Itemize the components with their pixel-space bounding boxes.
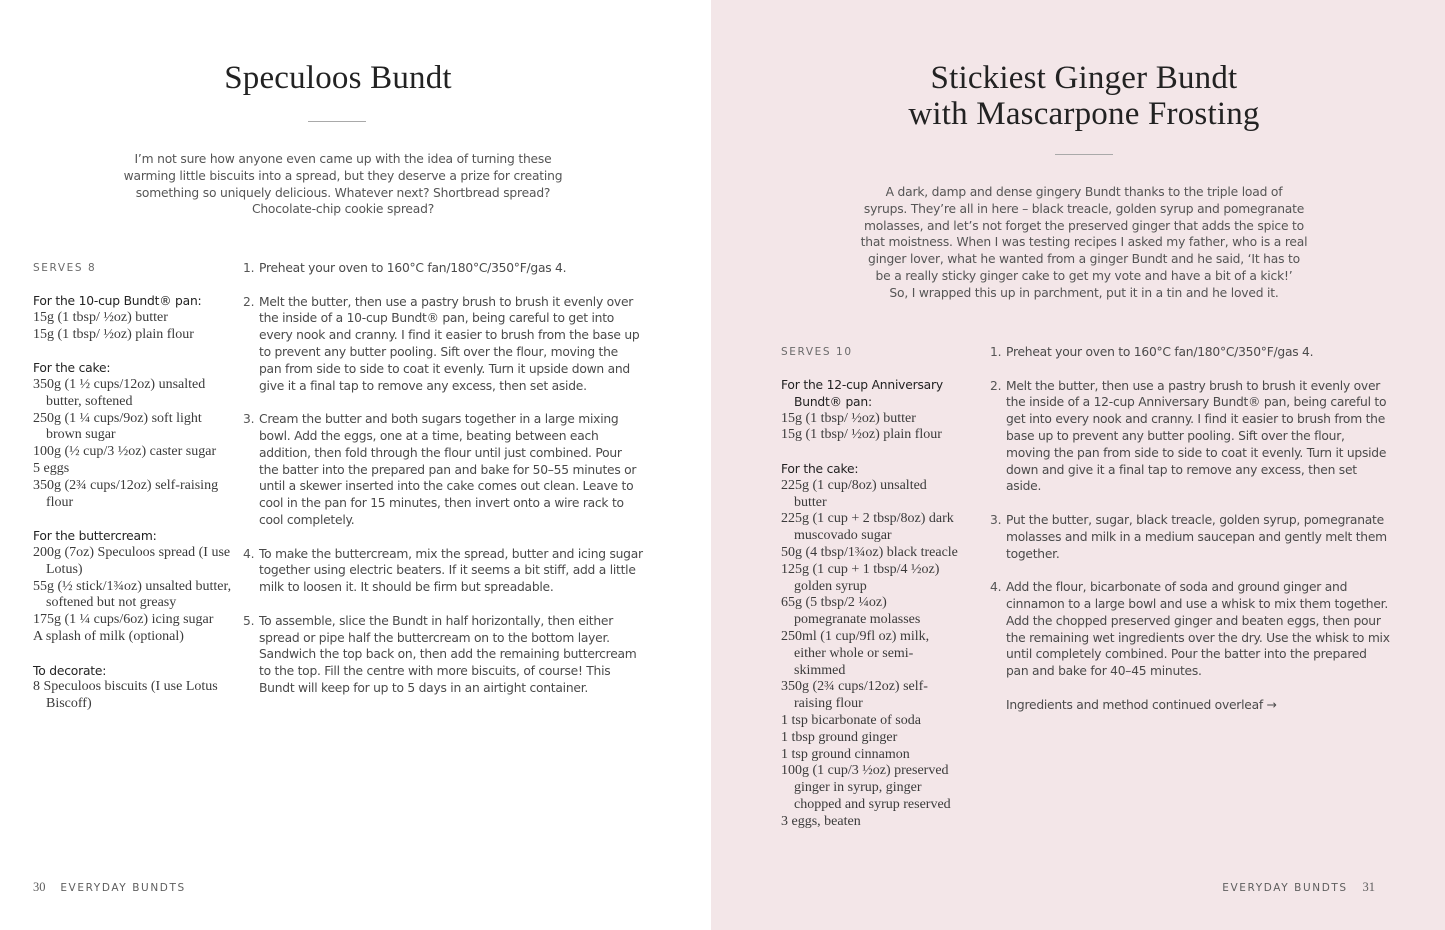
step-text: To assemble, slice the Bundt in half horizontally, then either spread or pipe half the buttercream on to the bottom layer. Sandwich the top back on, then add the remaining buttercream to the top. Fill the centre with more biscuits, of course! This Bundt will keep for up to 5 days in an airtight container. (259, 613, 637, 695)
ingredient-group (33, 360, 238, 511)
section-name: EVERYDAY BUNDTS (1222, 882, 1348, 894)
ingredient-item: 8 Speculoos biscuits (I use Lotus Biscoff) (33, 679, 218, 712)
intro-line: be a really sticky ginger cake to get my vote and have a bit of a kick!’ (875, 268, 1293, 283)
step-number: 2. (990, 378, 1002, 393)
ingredient-item: 1 tsp ground cinnamon (781, 746, 910, 762)
intro-line: warming little biscuits into a spread, but they deserve a prize for creating (123, 168, 563, 183)
intro-line: syrups. They’re all in here – black treacle, golden syrup and pomegranate (863, 201, 1305, 216)
serves-label: SERVES 10 (781, 346, 853, 358)
right-page (711, 0, 1445, 930)
step-number: 1. (243, 261, 255, 275)
ingredient-group-heading: To decorate: (33, 663, 107, 678)
ingredient-group-heading: For the buttercream: (33, 529, 157, 544)
method-step (990, 579, 1390, 680)
serves-label: SERVES 8 (33, 262, 97, 274)
ingredients-list (33, 293, 238, 730)
page-number: 30 (33, 880, 46, 894)
intro-line: something so uniquely delicious. Whatever next? Shortbread spread? (135, 185, 551, 200)
ingredient-item: 225g (1 cup/8oz) unsalted butter (781, 477, 927, 510)
ingredient-item: 250ml (1 cup/9fl oz) milk, either whole or semi-skimmed (781, 628, 930, 678)
ingredient-item: 15g (1 tbsp/ ½oz) plain flour (781, 427, 942, 443)
ingredient-item: 100g (1 cup/3 ½oz) preserved ginger in syrup, ginger chopped and syrup reserved (781, 763, 951, 812)
ingredient-item: 1 tbsp ground ginger (781, 729, 898, 745)
ingredient-group-heading: For the cake: (781, 461, 859, 476)
ingredient-item: 1 tsp bicarbonate of soda (781, 712, 921, 728)
intro-line: So, I wrapped this up in parchment, put it in a tin and he loved it. (889, 285, 1279, 300)
ingredient-item: 50g (4 tbsp/1¾oz) black treacle (781, 544, 958, 560)
ingredient-item: 15g (1 tbsp/ ½oz) plain flour (33, 326, 194, 342)
step-text: Melt the butter, then use a pastry brush to brush it evenly over the inside of a 10-cup Bundt® pan, being careful to get into every nook and cranny. I find it easier to brush from the base up to prevent any butter pooling. Sift over the flour, moving the pan from side to side to coat it evenly. Turn it upside down and give it a final tap to remove any excess, then set aside. (259, 294, 640, 393)
recipe-intro (841, 184, 1327, 302)
method-step (243, 411, 643, 529)
method-list (243, 260, 643, 714)
ingredient-group (33, 528, 238, 646)
ingredient-item: 100g (½ cup/3 ½oz) caster sugar (33, 444, 217, 460)
ingredient-group (33, 663, 238, 713)
heading-line: For the 12-cup Anniversary (781, 378, 943, 392)
step-text: Preheat your oven to 160°C fan/180°C/350°F/gas 4. (259, 261, 567, 275)
section-name: EVERYDAY BUNDTS (60, 882, 186, 894)
step-number: 2. (243, 294, 255, 309)
recipe-title: Speculoos Bundt (224, 60, 452, 96)
intro-line: Chocolate-chip cookie spread? (251, 202, 435, 217)
page-footer (1222, 880, 1375, 895)
title-divider (1055, 154, 1113, 155)
recipe-intro (100, 151, 586, 218)
ingredient-group (781, 377, 981, 444)
ingredient-item: 175g (1 ¼ cups/6oz) icing sugar (33, 612, 214, 628)
ingredient-item: 350g (1 ½ cups/12oz) unsalted butter, softened (33, 376, 206, 409)
intro-line: molasses, and let’s not forget the preserved ginger that adds the spice to (864, 218, 1304, 233)
step-text: Put the butter, sugar, black treacle, golden syrup, pomegranate molasses and milk in a medium saucepan and gently melt them together. (1006, 512, 1387, 561)
step-text: Melt the butter, then use a pastry brush to brush it evenly over the inside of a 12-cup Anniversary Bundt® pan, being careful to get into every nook and cranny. I find it easier to brush from the base up to prevent any butter pooling. Sift over the flour, moving the pan from side to side to coat it evenly. Turn it upside down and give it a final tap to remove any excess, then set aside. (1006, 378, 1387, 494)
intro-line: I’m not sure how anyone even came up with the idea of turning these (134, 152, 552, 166)
title-line: with Mascarpone Frosting (908, 96, 1260, 132)
page-footer (33, 880, 186, 895)
ingredient-item: A splash of milk (optional) (33, 628, 184, 644)
ingredient-item: 125g (1 cup + 1 tbsp/4 ½oz) golden syrup (781, 561, 940, 594)
left-page (0, 0, 711, 930)
step-number: 3. (990, 512, 1002, 527)
ingredient-item: 250g (1 ¼ cups/9oz) soft light brown sugar (33, 410, 202, 443)
ingredients-list (781, 377, 981, 847)
method-step (990, 344, 1390, 361)
recipe-title (711, 60, 1445, 132)
method-list (990, 344, 1390, 714)
step-text: To make the buttercream, mix the spread, butter and icing sugar together using electric beaters. If it seems a bit stiff, add a little milk to loosen it. It should be firm but spreadable. (259, 546, 643, 595)
ingredient-item: 225g (1 cup + 2 tbsp/8oz) dark muscovado sugar (781, 511, 954, 544)
ingredient-group (33, 293, 238, 343)
intro-line: A dark, damp and dense gingery Bundt thanks to the triple load of (885, 185, 1283, 199)
ingredient-item: 5 eggs (33, 460, 70, 476)
method-step (243, 546, 643, 596)
intro-line: ginger lover, what he wanted from a ginger Bundt and he said, ‘It has to (868, 252, 1300, 267)
title-line: Stickiest Ginger Bundt (930, 60, 1238, 96)
ingredient-item: 55g (½ stick/1¾oz) unsalted butter, softened but not greasy (33, 578, 232, 611)
continued-overleaf-note: Ingredients and method continued overleaf → (1006, 697, 1277, 712)
step-number: 5. (243, 613, 255, 628)
method-step (243, 613, 643, 697)
ingredient-item: 200g (7oz) Speculoos spread (I use Lotus) (33, 544, 231, 577)
ingredient-item: 65g (5 tbsp/2 ¼oz) pomegranate molasses (781, 595, 921, 628)
ingredient-item: 350g (2¾ cups/12oz) self-raising flour (33, 477, 219, 510)
heading-line: Bundt® pan: (794, 394, 872, 409)
method-step (990, 378, 1390, 496)
method-step (243, 294, 643, 395)
ingredient-group (781, 461, 981, 831)
step-number: 1. (990, 345, 1002, 359)
step-number: 3. (243, 412, 255, 427)
ingredient-item: 15g (1 tbsp/ ½oz) butter (781, 410, 916, 426)
method-step (990, 512, 1390, 562)
step-number: 4. (990, 580, 1002, 595)
page-number: 31 (1362, 880, 1375, 894)
step-text: Preheat your oven to 160°C fan/180°C/350°F/gas 4. (1006, 345, 1314, 359)
title-divider (308, 121, 366, 122)
step-number: 4. (243, 546, 255, 561)
ingredient-item: 350g (2¾ cups/12oz) self-raising flour (781, 679, 928, 712)
intro-line: that moistness. When I was testing recipes I asked my father, who is a real (860, 235, 1308, 250)
ingredient-group-heading: For the cake: (33, 361, 111, 376)
ingredient-group-heading: For the 10-cup Bundt® pan: (33, 294, 202, 308)
step-text: Add the flour, bicarbonate of soda and ground ginger and cinnamon to a large bowl and use a whisk to mix them together. Add the chopped preserved ginger and beaten eggs, then pour the remaining wet ingredients over the dry. Use the whisk to mix until completely combined. Pour the batter into the prepared pan and bake for 40–45 minutes. (1006, 580, 1390, 679)
ingredient-item: 3 eggs, beaten (781, 813, 861, 829)
ingredient-item: 15g (1 tbsp/ ½oz) butter (33, 309, 168, 325)
method-step (243, 260, 643, 277)
ingredient-group-heading (781, 377, 981, 411)
step-text: Cream the butter and both sugars together in a large mixing bowl. Add the eggs, one at a time, beating between each addition, then fold through the flour until just combined. Pour the batter into the prepared pan and bake for 50–55 minutes or until a skewer inserted into the cake comes out clean. Leave to cool in the pan for 15 minutes, then invert onto a wire rack to cool completely. (259, 412, 637, 527)
